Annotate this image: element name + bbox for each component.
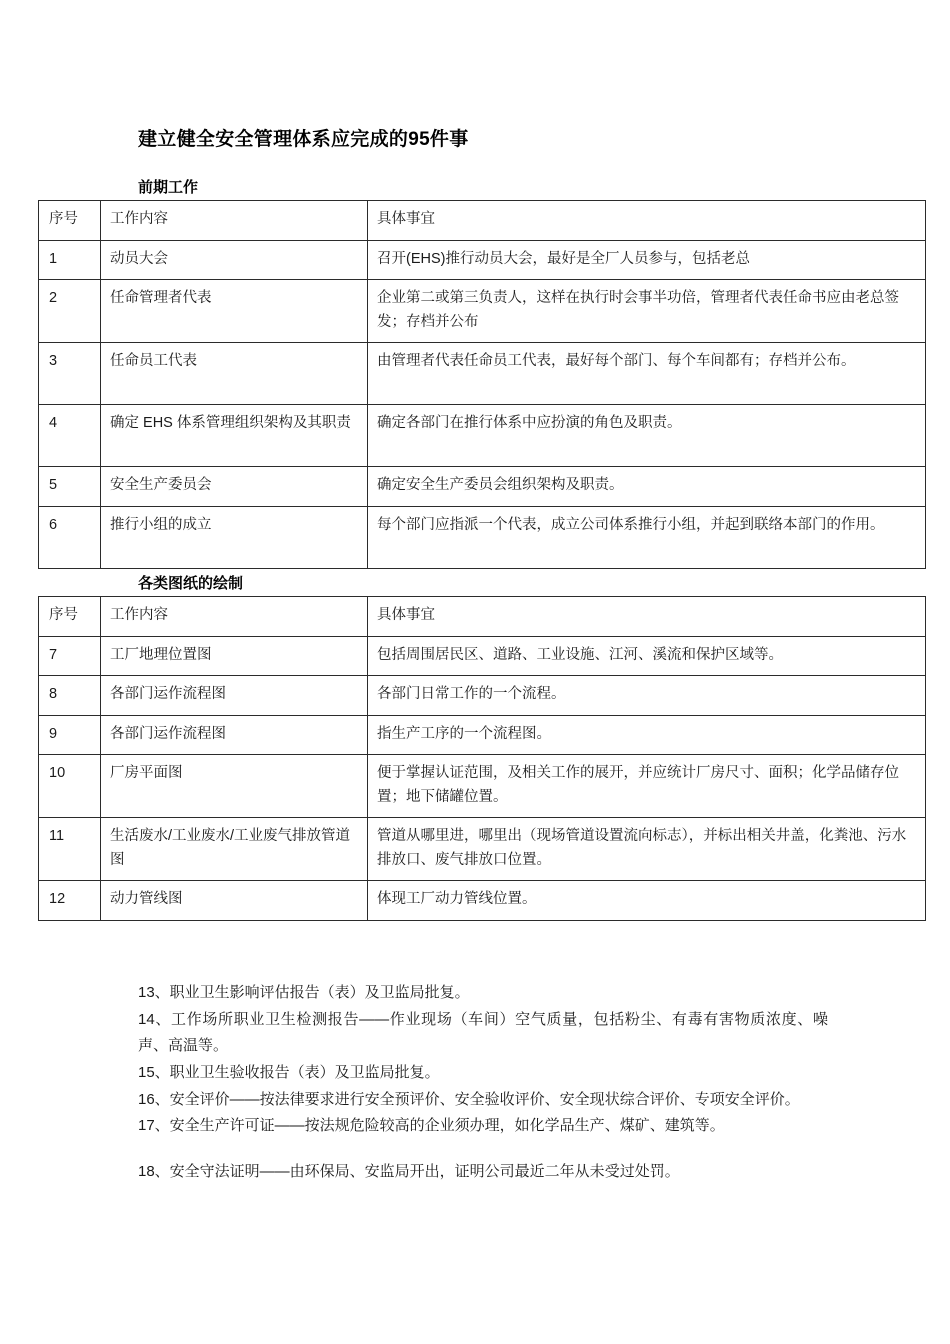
table-row [39,818,926,881]
cell-work: 安全生产委员会 [101,467,368,506]
cell-detail: 便于掌握认证范围，及相关工作的展开，并应统计厂房尺寸、面积；化学品储存位置；地下储罐位置。 [368,755,926,818]
list-item: 16、安全评价——按法律要求进行安全预评价、安全验收评价、安全现状综合评价、专项安全评价。 [138,1090,800,1108]
cell-work: 任命管理者代表 [101,280,368,343]
table-row [39,676,926,715]
cell-work: 任命员工代表 [101,343,368,405]
table-row [39,755,926,818]
cell-detail: 确定安全生产委员会组织架构及职责。 [368,467,926,506]
cell-work: 各部门运作流程图 [101,676,368,715]
column-header-detail: 具体事宜 [368,201,926,241]
cell-work: 工厂地理位置图 [101,637,368,676]
cell-no: 4 [39,405,101,467]
table-header-row [39,201,926,241]
cell-work: 动员大会 [101,241,368,280]
cell-detail: 召开(EHS)推行动员大会，最好是全厂人员参与，包括老总 [368,241,926,280]
cell-detail: 企业第二或第三负责人，这样在执行时会事半功倍，管理者代表任命书应由老总签发；存档并公布 [368,280,926,343]
list-item: 13、职业卫生影响评估报告（表）及卫监局批复。 [138,984,470,1001]
cell-no: 2 [39,280,101,343]
table-row [39,506,926,568]
cell-no: 7 [39,637,101,676]
column-header-work: 工作内容 [101,597,368,637]
government-documents-list [138,980,828,1186]
column-header-no: 序号 [39,201,101,241]
list-item: 17、安全生产许可证——按法规危险较高的企业须办理，如化学品生产、煤矿、建筑等。 [138,1117,725,1135]
cell-detail: 确定各部门在推行体系中应扮演的角色及职责。 [368,405,926,467]
cell-work: 确定 EHS 体系管理组织架构及其职责 [101,405,368,467]
cell-work: 各部门运作流程图 [101,715,368,754]
table-row [39,343,926,405]
table-row [39,715,926,754]
cell-detail: 由管理者代表任命员工代表，最好每个部门、每个车间都有；存档并公布。 [368,343,926,405]
cell-work: 生活废水/工业废水/工业废气排放管道图 [101,818,368,881]
table-header-row [39,597,926,637]
list-item: 14、工作场所职业卫生检测报告——作业现场（车间）空气质量，包括粉尘、有毒有害物质浓度、噪声、高温等。 [138,1010,828,1055]
cell-no: 11 [39,818,101,881]
page-title: 建立健全安全管理体系应完成的95件事 [138,129,469,150]
table-row [39,280,926,343]
cell-work: 动力管线图 [101,881,368,920]
cell-no: 3 [39,343,101,405]
column-header-work: 工作内容 [101,201,368,241]
cell-no: 9 [39,715,101,754]
cell-no: 1 [39,241,101,280]
cell-detail: 指生产工序的一个流程图。 [368,715,926,754]
cell-no: 10 [39,755,101,818]
table-row [39,881,926,920]
section-heading-preliminary-work: 前期工作 [138,179,199,196]
column-header-no: 序号 [39,597,101,637]
cell-detail: 管道从哪里进，哪里出（现场管道设置流向标志），并标出相关井盖，化粪池、污水排放口、废气排放口位置。 [368,818,926,881]
table-row [39,241,926,280]
column-header-detail: 具体事宜 [368,597,926,637]
table-preliminary-work [38,200,926,569]
cell-no: 12 [39,881,101,920]
cell-detail: 各部门日常工作的一个流程。 [368,676,926,715]
cell-detail: 每个部门应指派一个代表，成立公司体系推行小组，并起到联络本部门的作用。 [368,506,926,568]
list-item: 15、职业卫生验收报告（表）及卫监局批复。 [138,1064,440,1082]
table-drawings [38,596,926,921]
cell-no: 8 [39,676,101,715]
cell-no: 6 [39,506,101,568]
section-heading-drawings: 各类图纸的绘制 [138,575,244,592]
cell-work: 推行小组的成立 [101,506,368,568]
cell-work: 厂房平面图 [101,755,368,818]
cell-no: 5 [39,467,101,506]
table-row [39,467,926,506]
table-row [39,405,926,467]
cell-detail: 体现工厂动力管线位置。 [368,881,926,920]
table-row [39,637,926,676]
cell-detail: 包括周围居民区、道路、工业设施、江河、溪流和保护区域等。 [368,637,926,676]
list-item: 18、安全守法证明——由环保局、安监局开出，证明公司最近二年从未受过处罚。 [138,1163,680,1181]
